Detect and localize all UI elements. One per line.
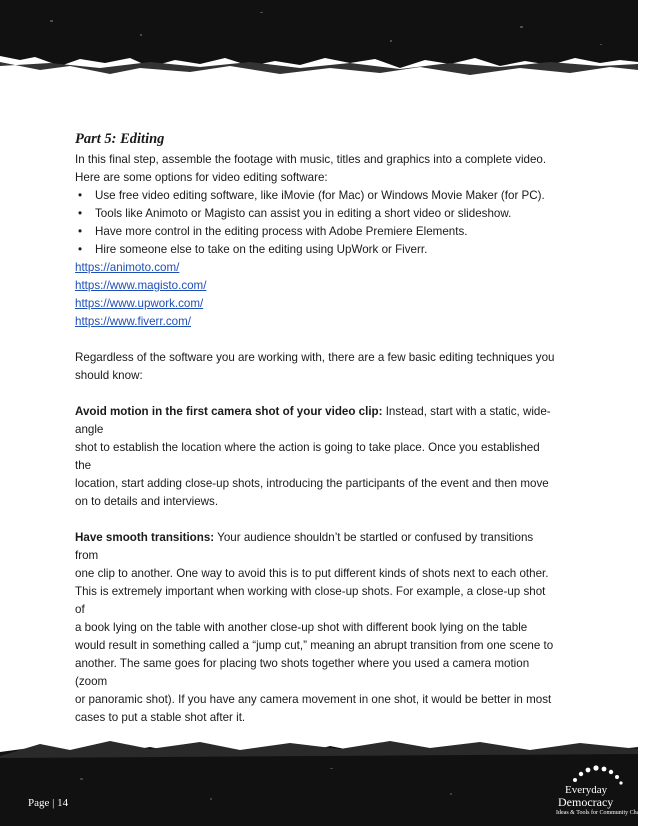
intro-line: In this final step, assemble the footage with music, titles and graphics into a complete video. — [75, 153, 547, 166]
footer-grunge-band — [0, 738, 638, 826]
header-grunge-band — [0, 0, 638, 80]
list-item — [75, 187, 555, 205]
tip-paragraph-line: on to details and interviews. — [75, 495, 219, 508]
list-item-text: Hire someone else to take on the editing using UpWork or Fiverr. — [95, 243, 428, 256]
list-item — [75, 205, 555, 223]
bullet-icon: • — [78, 207, 83, 220]
list-item-text: Tools like Animoto or Magisto can assist you in editing a short video or slideshow. — [95, 207, 512, 220]
intro-line: Here are some options for video editing software: — [75, 171, 328, 184]
upwork-link[interactable]: https://www.upwork.com/ — [75, 297, 204, 310]
logo-wordmark-line1: Everyday — [565, 784, 608, 796]
tip-text: Instead, start with a static, wide-angle — [75, 405, 551, 436]
tip-paragraph-line: or panoramic shot). If you have any camera movement in one shot, it would be better in most — [75, 693, 552, 706]
section-title: Part 5: Editing — [75, 131, 165, 147]
tip-heading: Have smooth transitions: — [75, 531, 215, 544]
list-item — [75, 241, 555, 259]
tip-paragraph-line: location, start adding close-up shots, introducing the participants of the event and then move — [75, 477, 549, 490]
tip-paragraph-line: This is extremely important when working with close-up shots. For example, a close-up shot of — [75, 585, 546, 616]
tip-paragraph-line: another. The same goes for placing two shots together where you used a camera motion (zoom — [75, 657, 530, 688]
list-item-text: Use free video editing software, like iMovie (for Mac) or Windows Movie Maker (for PC). — [95, 189, 545, 202]
techniques-intro-line: should know: — [75, 369, 143, 382]
techniques-intro-line: Regardless of the software you are working with, there are a few basic editing techniques you — [75, 351, 555, 364]
tip-paragraph-line: would result in something called a “jump cut,” meaning an abrupt transition from one scene to — [75, 639, 554, 652]
fiverr-link[interactable]: https://www.fiverr.com/ — [75, 315, 191, 328]
tip-paragraph-line: one clip to another. One way to avoid this is to put different kinds of shots next to each other. — [75, 567, 549, 580]
software-options-list — [75, 187, 555, 259]
tip-text: Your audience shouldn’t be startled or confused by transitions from — [75, 531, 534, 562]
bullet-icon: • — [78, 243, 83, 256]
animoto-link[interactable]: https://animoto.com/ — [75, 261, 180, 274]
tip-paragraph-line — [75, 529, 555, 565]
bullet-icon: • — [78, 189, 83, 202]
bullet-icon: • — [78, 225, 83, 238]
tip-heading: Avoid motion in the first camera shot of your video clip: — [75, 405, 383, 418]
page-number: Page | 14 — [28, 797, 69, 809]
list-item-text: Have more control in the editing process with Adobe Premiere Elements. — [95, 225, 468, 238]
tip-paragraph-line: cases to put a stable shot after it. — [75, 711, 246, 724]
magisto-link[interactable]: https://www.magisto.com/ — [75, 279, 207, 292]
tip-paragraph-line: a book lying on the table with another close-up shot with different book lying on the table — [75, 621, 528, 634]
logo-tagline: Ideas & Tools for Community Change — [556, 810, 648, 816]
logo-wordmark-line2: Democracy — [558, 795, 614, 809]
tip-paragraph-line — [75, 403, 555, 439]
page-content — [75, 130, 555, 817]
list-item — [75, 223, 555, 241]
tip-paragraph-line: shot to establish the location where the action is going to take place. Once you established the — [75, 441, 540, 472]
